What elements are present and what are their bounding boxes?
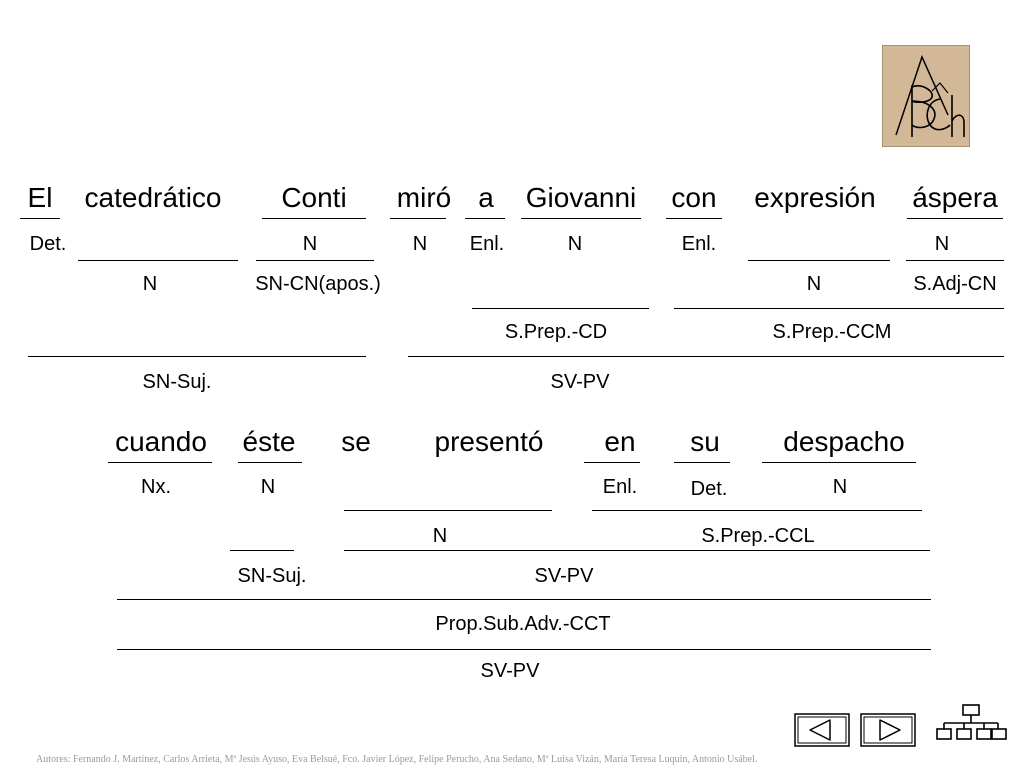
label-sn-suj: SN-Suj.	[237, 565, 307, 587]
bracket-line	[344, 550, 930, 551]
label-n: N	[142, 273, 158, 295]
bracket-line	[748, 260, 890, 261]
word-cuando: cuando	[115, 426, 207, 457]
underline	[907, 218, 1003, 219]
word-miro: miró	[396, 182, 452, 213]
word-se: se	[341, 426, 371, 457]
label-n: N	[806, 273, 822, 295]
word-giovanni: Giovanni	[525, 182, 637, 213]
label-prop-sub-adv-cct: Prop.Sub.Adv.-CCT	[435, 613, 611, 635]
underline	[465, 218, 505, 219]
bracket-line	[28, 356, 366, 357]
word-expresion: expresión	[754, 182, 876, 213]
bracket-line	[117, 649, 931, 650]
prev-arrow-icon	[794, 713, 850, 747]
bracket-line	[117, 599, 931, 600]
label-enl: Enl.	[681, 233, 717, 255]
word-conti: Conti	[281, 182, 347, 213]
word-catedratico: catedrático	[84, 182, 222, 213]
bracket-line	[906, 260, 1004, 261]
bracket-line	[408, 356, 1004, 357]
word-el: El	[27, 182, 53, 213]
bracket-line	[256, 260, 374, 261]
label-s-prep-ccl: S.Prep.-CCL	[701, 525, 815, 547]
underline	[108, 462, 212, 463]
tree-diagram-icon	[934, 703, 1010, 749]
label-n: N	[260, 476, 276, 498]
underline	[762, 462, 916, 463]
tree-diagram-button[interactable]	[934, 703, 1010, 749]
underline	[666, 218, 722, 219]
label-sv-pv: SV-PV	[480, 660, 540, 682]
underline	[521, 218, 641, 219]
word-con: con	[671, 182, 717, 213]
label-sn-cn-apos: SN-CN(apos.)	[255, 273, 381, 295]
bracket-line	[674, 308, 1004, 309]
label-n: N	[432, 525, 448, 547]
bracket-line	[230, 550, 294, 551]
label-n: N	[934, 233, 950, 255]
next-button[interactable]	[860, 713, 916, 747]
bch-logo	[882, 45, 970, 147]
word-en: en	[604, 426, 636, 457]
word-su: su	[690, 426, 720, 457]
underline	[262, 218, 366, 219]
prev-button[interactable]	[794, 713, 850, 747]
bracket-line	[472, 308, 649, 309]
label-n: N	[302, 233, 318, 255]
word-este: éste	[242, 426, 296, 457]
underline	[584, 462, 640, 463]
word-a: a	[478, 182, 494, 213]
word-aspera: áspera	[912, 182, 998, 213]
label-n: N	[567, 233, 583, 255]
label-sn-suj: SN-Suj.	[142, 371, 212, 393]
label-s-adj-cn: S.Adj-CN	[913, 273, 997, 295]
underline	[674, 462, 730, 463]
word-despacho: despacho	[783, 426, 905, 457]
next-arrow-icon	[860, 713, 916, 747]
label-enl: Enl.	[469, 233, 505, 255]
bracket-line	[344, 510, 552, 511]
label-sv-pv: SV-PV	[550, 371, 610, 393]
label-sv-pv: SV-PV	[534, 565, 594, 587]
label-n: N	[832, 476, 848, 498]
label-enl: Enl.	[602, 476, 638, 498]
bracket-line	[78, 260, 238, 261]
label-s-prep-cd: S.Prep.-CD	[504, 321, 608, 343]
underline	[20, 218, 60, 219]
underline	[238, 462, 302, 463]
label-nx: Nx.	[141, 476, 171, 498]
underline	[390, 218, 446, 219]
label-n: N	[412, 233, 428, 255]
authors-footer: Autores: Fernando J. Martínez, Carlos Arrieta, Mª Jesús Ayuso, Eva Belsué, Fco. Javier López, Felipe Perucho, Ana Sedano, Mª Luisa Vizán, María Teresa Luquin, Antonio Usábel.	[36, 754, 758, 765]
label-s-prep-ccm: S.Prep.-CCM	[772, 321, 892, 343]
label-det: Det.	[690, 478, 728, 500]
word-presento: presentó	[434, 426, 544, 457]
bracket-line	[592, 510, 922, 511]
label-det: Det.	[29, 233, 67, 255]
